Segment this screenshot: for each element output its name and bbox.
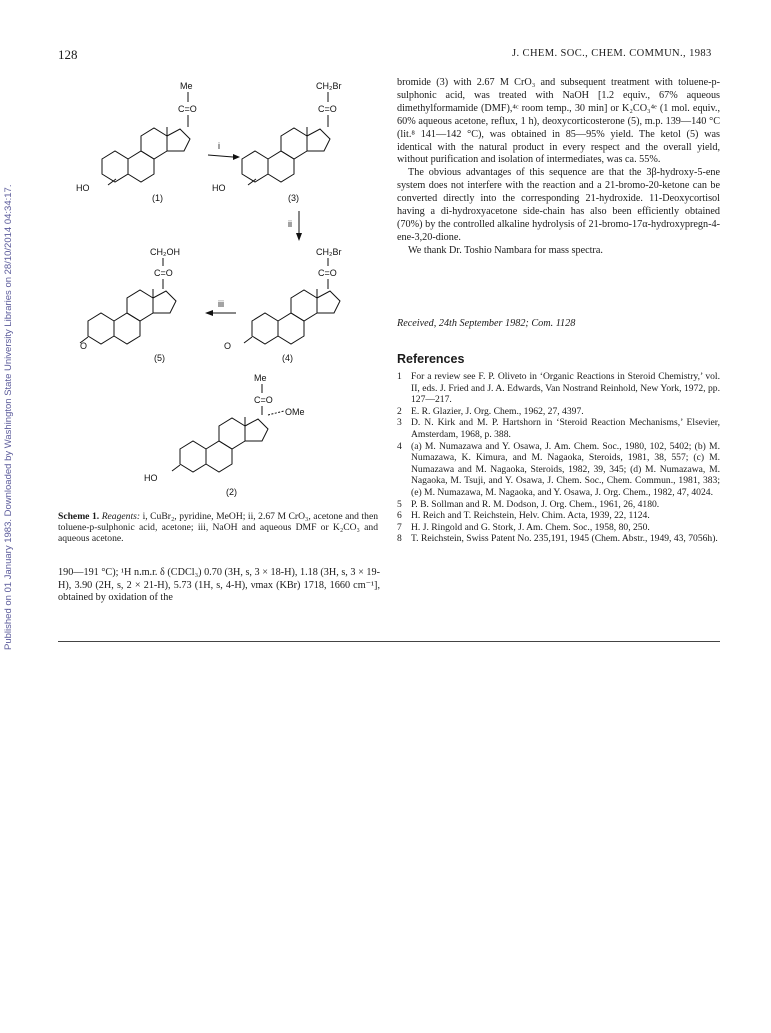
paragraph-3: We thank Dr. Toshio Nambara for mass spectra. (408, 244, 603, 256)
paragraph-2: The obvious advantages of this sequence are that the 3β-hydroxy-5-ene system does not interfere with the reaction and a 21-bromo-20-ketone can be converted directly into the corresponding 21-hydroxide. 11-Deoxycortisol having a di-hydroxyacetone side-chain has also been efficiently obtained (70%) by the controlled alkaline hydrolysis of 21-bromo-17α-hydroxypregn-4-ene-3,20-dione. (397, 167, 720, 243)
reference-item (397, 417, 720, 440)
right-column (397, 77, 720, 258)
compound-label-3: (3) (288, 193, 299, 203)
scheme-caption (58, 511, 378, 545)
reference-text: D. N. Kirk and M. P. Hartshorn in ‘Steroid Reaction Mechanisms,’ Elsevier, Amsterdam, 1968, p. 388. (411, 417, 720, 440)
page-number: 128 (58, 47, 78, 62)
scheme-svg (58, 75, 388, 505)
label-o-5: O (80, 341, 88, 351)
compound-5 (80, 247, 180, 363)
arrow-iii-label: iii (218, 299, 224, 309)
compound-label-4: (4) (282, 353, 293, 363)
reference-item (397, 499, 720, 511)
label-co-2: C=O (254, 395, 273, 405)
reference-text: H. J. Ringold and G. Stork, J. Am. Chem. Soc., 1958, 80, 250. (411, 521, 650, 533)
arrow-i-label: i (218, 141, 220, 151)
reference-text: E. R. Glazier, J. Org. Chem., 1962, 27, 4397. (411, 405, 584, 417)
reference-number: 6 (397, 510, 402, 522)
reference-text: T. Reichstein, Swiss Patent No. 235,191, 1945 (Chem. Abstr., 1949, 43, 7056h). (411, 533, 718, 545)
arrow-ii (288, 211, 302, 241)
compound-2 (144, 373, 305, 497)
reference-text: P. B. Sollman and R. M. Dodson, J. Org. Chem., 1961, 26, 4180. (411, 498, 660, 510)
label-ch2br-4: CH₂Br (316, 247, 342, 257)
reference-item (397, 441, 720, 499)
reference-number: 2 (397, 405, 402, 417)
reference-text: (a) M. Numazawa and Y. Osawa, J. Am. Chem. Soc., 1980, 102, 5402; (b) M. Numazawa, K. Kimura, and M. Nagaoka, Steroids, 1981, 38, 557; (c) M. Numazawa and M. Nagaoka, Steroids, 1982, 39, 345; (d) M. Numazawa, M. Nagaoka, M. Tsuji, and Y. Osawa, J. Chem. Soc., Chem. Commun., 1981, 383; (e) M. Numazawa, M. Nagaoka, and Y. Osawa, J. Org. Chem., 1982, 47, 4024. (411, 440, 720, 498)
compound-label-5: (5) (154, 353, 165, 363)
label-ho-1: HO (76, 183, 90, 193)
label-ho-2: HO (144, 473, 158, 483)
reference-text: H. Reich and T. Reichstein, Helv. Chim. Acta, 1939, 22, 1124. (411, 510, 650, 522)
label-ho-3: HO (212, 183, 226, 193)
references-heading: References (397, 352, 465, 366)
caption-reagents: Reagents: (101, 511, 141, 522)
paragraph-1: bromide (3) with 2.67 M CrO₃ and subsequent treatment with toluene-p-sulphonic acid, was treated with NaOH [1.2 equiv., 67% aqueous dimethylformamide (DMF),⁴ᶜ room temp., 30 min] or K₂CO₃⁴ᵉ (1 mol. equiv., 60% aqueous acetone, reflux, 1 h), deoxycorticosterone (5), m.p. 139—140 °C (lit.⁸ 141—142 °C), was obtained in 85—95% yield. The ketol (5) was identical with the natural product in every respect and the overall yield, without purification and isolation of intermediates, was ca. 55%. (397, 77, 720, 166)
reference-item (397, 510, 720, 522)
label-ch2br-3: CH₂Br (316, 81, 342, 91)
label-me-1: Me (180, 81, 193, 91)
label-ome-2: OMe (285, 407, 305, 417)
reference-item (397, 533, 720, 545)
caption-label: Scheme 1. (58, 511, 100, 522)
caption-text: i, CuBr₂, pyridine, MeOH; ii, 2.67 M CrO₃, acetone and then toluene-p-sulphonic acid, acetone; iii, NaOH and aqueous DMF or K₂CO₃ and aqueous acetone. (58, 511, 379, 545)
reference-number: 1 (397, 371, 402, 382)
compound-1 (76, 81, 197, 203)
reference-number: 5 (397, 498, 402, 510)
compound-label-1: (1) (152, 193, 163, 203)
arrow-i (208, 141, 240, 160)
label-o-4: O (224, 341, 232, 351)
label-ch2oh-5: CH₂OH (150, 247, 180, 257)
running-head: J. CHEM. SOC., CHEM. COMMUN., 1983 (512, 48, 712, 59)
label-co-1: C=O (178, 104, 197, 114)
compound-4 (224, 247, 342, 363)
reference-item (397, 371, 720, 406)
received-date: Received, 24th September 1982; Com. 1128 (397, 318, 576, 329)
page-divider (58, 641, 720, 642)
compound-3 (212, 81, 342, 203)
references-list (397, 371, 720, 545)
reference-number: 3 (397, 417, 402, 429)
label-co-5: C=O (154, 268, 173, 278)
arrow-ii-label: ii (288, 219, 292, 229)
reference-item (397, 406, 720, 418)
compound-label-2: (2) (226, 487, 237, 497)
reference-number: 8 (397, 533, 402, 545)
left-column-text: 190—191 °C); ¹H n.m.r. δ (CDCl₃) 0.70 (3H, s, 3 × 18-H), 1.18 (3H, s, 3 × 19-H), 3.90 (2H, s, 2 × 21-H), 5.73 (1H, s, 4-H), νmax (KBr) 1718, 1660 cm⁻¹], obtained by oxidation of the (58, 567, 380, 603)
label-co-4: C=O (318, 268, 337, 278)
label-co-3: C=O (318, 104, 337, 114)
download-watermark (2, 170, 16, 650)
reference-number: 4 (397, 440, 402, 452)
label-me-2: Me (254, 373, 267, 383)
arrow-iii (205, 299, 236, 316)
reference-number: 7 (397, 521, 402, 533)
reference-text: For a review see F. P. Oliveto in ‘Organic Reactions in Steroid Chemistry,’ vol. II, eds. J. Fried and J. A. Edwards, Van Nostrand Reinhold, New York, 1972, pp. 127—217. (411, 371, 720, 406)
reaction-scheme (58, 75, 388, 505)
download-watermark-text: Published on 01 January 1983. Downloaded by Washington State University Libraries on 28/10/2014 04:34:17. (3, 184, 14, 650)
reference-item (397, 522, 720, 534)
